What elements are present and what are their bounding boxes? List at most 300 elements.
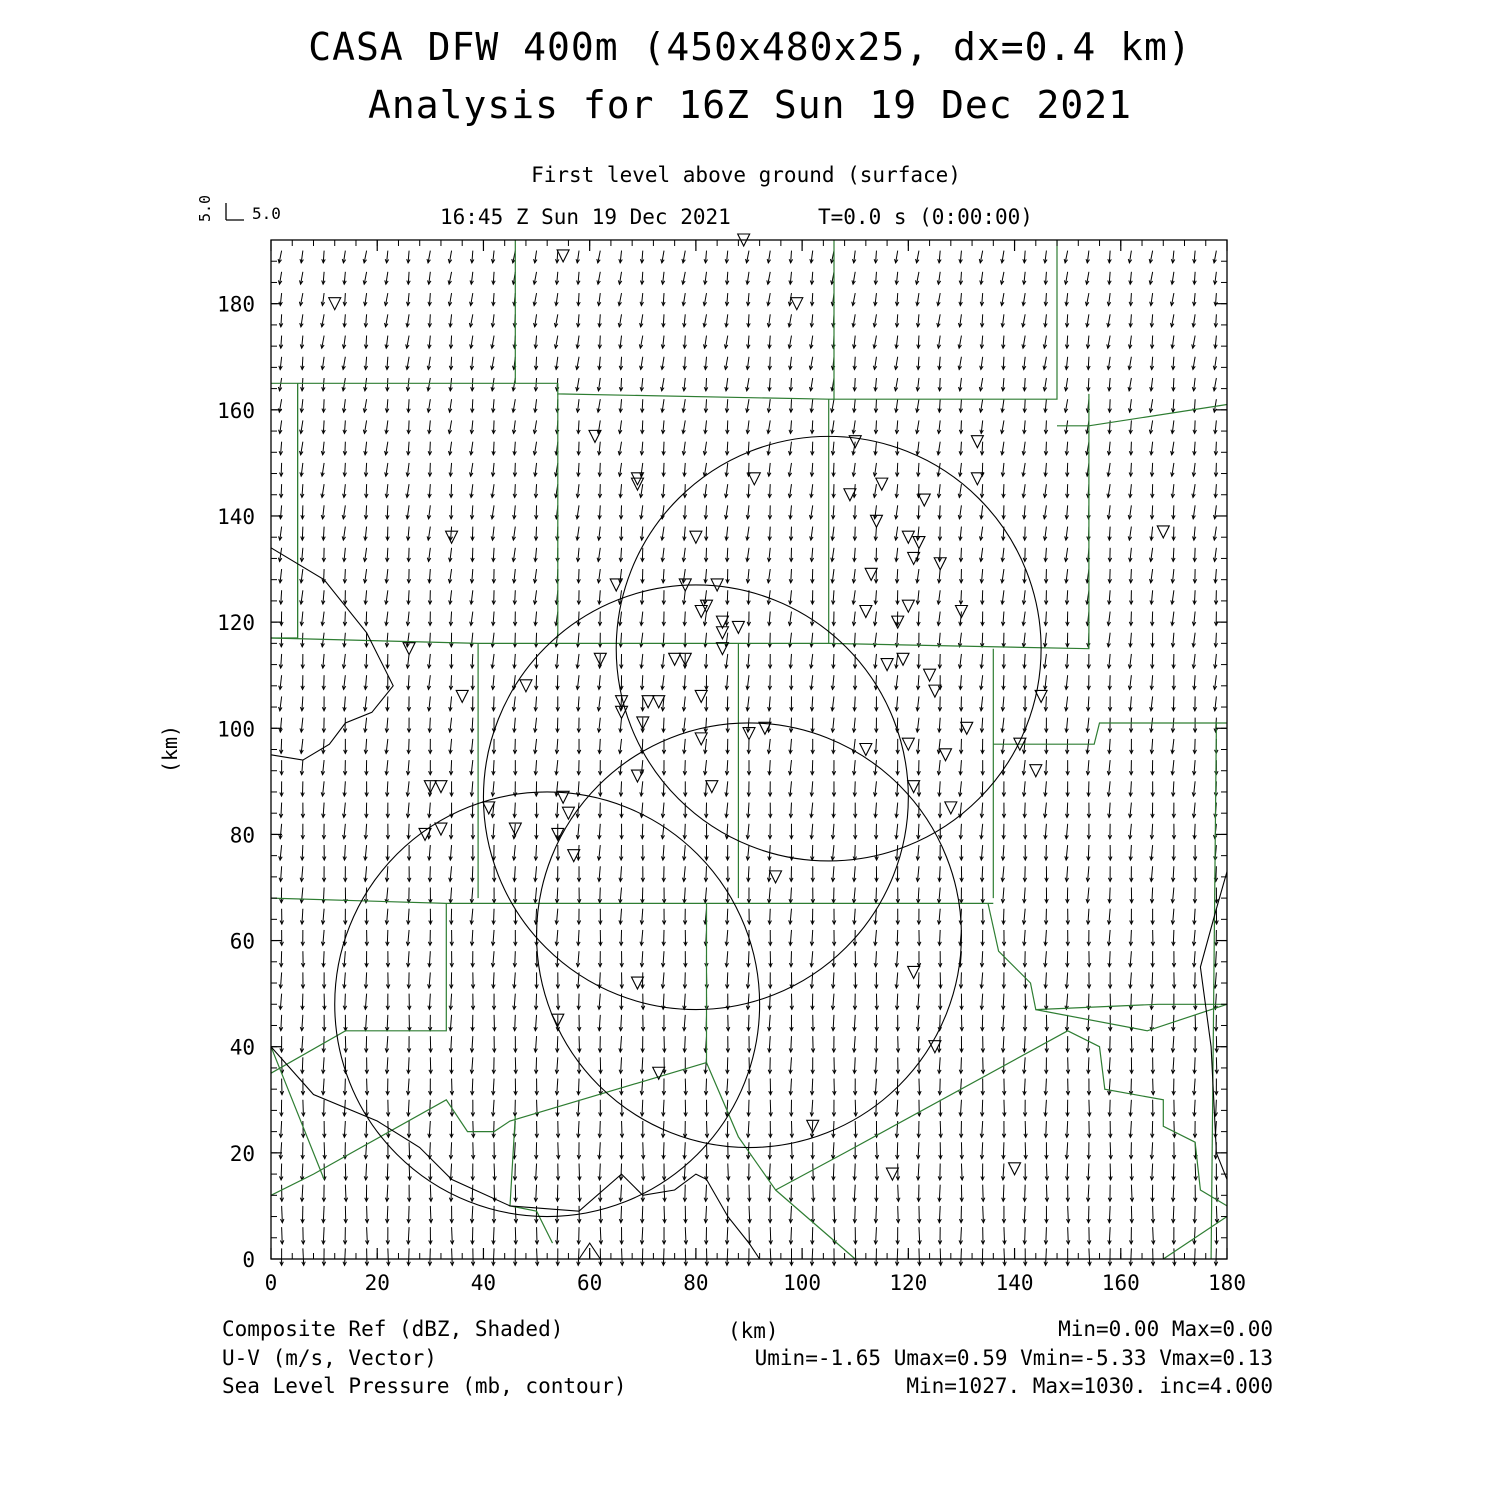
wind-vector bbox=[1173, 1206, 1174, 1223]
wind-vector bbox=[430, 781, 431, 796]
wind-vector bbox=[1153, 1079, 1154, 1095]
wind-vector bbox=[1025, 1227, 1026, 1244]
wind-vector bbox=[515, 951, 516, 967]
wind-vector bbox=[791, 1227, 792, 1244]
wind-vector bbox=[1152, 887, 1153, 902]
footer-field2-stats: Umin=-1.65 Umax=0.59 Vmin=-5.33 Vmax=0.13 bbox=[754, 1346, 1273, 1370]
wind-vector bbox=[452, 1227, 453, 1244]
station-marker bbox=[791, 298, 803, 310]
wind-vector bbox=[345, 1185, 346, 1202]
wind-vector bbox=[1194, 1248, 1195, 1265]
pressure-contour bbox=[271, 548, 393, 760]
station-marker bbox=[690, 531, 702, 543]
wind-vector bbox=[302, 845, 303, 860]
wind-vector bbox=[791, 1142, 792, 1158]
wind-vector bbox=[622, 1248, 623, 1265]
station-marker bbox=[1030, 765, 1042, 777]
wind-vector bbox=[303, 1100, 304, 1116]
y-tick-label: 160 bbox=[217, 398, 255, 423]
wind-vector bbox=[961, 1163, 962, 1180]
wind-vector bbox=[324, 1036, 325, 1052]
wind-vector bbox=[409, 1206, 410, 1223]
wind-vector bbox=[897, 1142, 898, 1158]
wind-vector bbox=[408, 1227, 409, 1244]
wind-vector bbox=[918, 1036, 919, 1052]
footer-field3-label: Sea Level Pressure (mb, contour) bbox=[222, 1374, 627, 1398]
footer-field2-label: U-V (m/s, Vector) bbox=[222, 1346, 437, 1370]
wind-vector bbox=[854, 1163, 855, 1180]
wind-vector bbox=[387, 696, 388, 710]
wind-vector bbox=[663, 1142, 664, 1158]
wind-vector bbox=[812, 845, 813, 860]
wind-vector bbox=[1110, 675, 1111, 689]
wind-vector bbox=[940, 654, 941, 668]
wind-vector bbox=[663, 1100, 664, 1116]
wind-vector bbox=[642, 1206, 643, 1223]
wind-vector bbox=[515, 1227, 516, 1244]
wind-vector bbox=[600, 1121, 601, 1137]
x-tick-label: 80 bbox=[683, 1271, 709, 1295]
county-line bbox=[1057, 405, 1227, 426]
wind-vector bbox=[621, 1163, 622, 1180]
wind-vector bbox=[664, 1206, 665, 1223]
wind-vector bbox=[919, 1227, 920, 1244]
wind-vector bbox=[493, 1248, 494, 1265]
wind-vector bbox=[918, 1142, 919, 1158]
wind-vector bbox=[345, 1248, 346, 1265]
station-marker bbox=[940, 749, 952, 761]
wind-vector bbox=[855, 845, 856, 860]
wind-vector bbox=[685, 1036, 686, 1052]
wind-vector bbox=[727, 1227, 728, 1244]
station-marker bbox=[329, 298, 341, 310]
radar-range-ring bbox=[335, 792, 760, 1217]
wind-vector bbox=[1025, 527, 1026, 541]
x-axis-label: (km) bbox=[728, 1319, 779, 1343]
wind-vector bbox=[536, 1057, 537, 1073]
wind-vector bbox=[1194, 1227, 1195, 1244]
y-tick-label: 0 bbox=[242, 1248, 255, 1272]
x-tick-label: 40 bbox=[470, 1271, 497, 1295]
wind-vector bbox=[472, 1079, 473, 1095]
wind-vector bbox=[472, 1185, 473, 1202]
wind-vector bbox=[1131, 442, 1132, 455]
county-line bbox=[271, 898, 993, 903]
wind-vector bbox=[1088, 1057, 1089, 1073]
wind-vector bbox=[982, 866, 983, 881]
wind-vector bbox=[579, 1185, 580, 1202]
wind-vector bbox=[898, 1206, 899, 1223]
wind-vector bbox=[324, 1142, 325, 1158]
wind-vector bbox=[706, 866, 707, 881]
wind-vector bbox=[1174, 1121, 1175, 1137]
y-axis-label: (km) bbox=[158, 724, 182, 774]
wind-vector bbox=[642, 1100, 643, 1116]
wind-vector bbox=[983, 1185, 984, 1202]
wind-vector bbox=[1109, 887, 1110, 902]
station-marker bbox=[695, 733, 707, 745]
wind-vector bbox=[515, 1015, 516, 1031]
wind-vector bbox=[791, 1206, 792, 1223]
x-tick-label: 180 bbox=[1208, 1271, 1246, 1295]
wind-vector bbox=[1025, 1142, 1026, 1158]
wind-vector bbox=[855, 781, 856, 796]
wind-vector bbox=[770, 675, 771, 689]
station-marker bbox=[435, 823, 447, 835]
wind-vector bbox=[282, 1206, 283, 1223]
county-line bbox=[707, 1031, 1068, 1190]
wind-vector bbox=[813, 1185, 814, 1202]
wind-vector bbox=[388, 1248, 389, 1265]
ref-vector-v-label: 5.0 bbox=[196, 194, 214, 222]
wind-vector bbox=[706, 654, 707, 668]
x-tick-label: 100 bbox=[783, 1271, 822, 1295]
wind-vector bbox=[939, 1206, 940, 1223]
wind-vector bbox=[770, 1100, 771, 1116]
wind-vector bbox=[323, 887, 324, 902]
wind-vector bbox=[706, 548, 707, 562]
y-tick-label: 180 bbox=[217, 292, 255, 317]
station-marker bbox=[770, 871, 782, 883]
wind-vector bbox=[536, 633, 537, 647]
wind-vector bbox=[982, 1142, 983, 1158]
valid-time: 16:45 Z Sun 19 Dec 2021 bbox=[440, 205, 731, 229]
wind-vector bbox=[791, 527, 792, 541]
wind-vector bbox=[430, 1248, 431, 1265]
wind-vector bbox=[408, 1248, 409, 1265]
wind-vector bbox=[961, 548, 962, 562]
wind-vector bbox=[1046, 760, 1047, 775]
axes bbox=[217, 240, 1246, 1295]
wind-vector bbox=[940, 548, 941, 562]
wind-vector bbox=[323, 951, 324, 967]
station-marker bbox=[902, 600, 914, 612]
wind-vector bbox=[1152, 972, 1153, 988]
wind-vector bbox=[770, 1248, 771, 1265]
wind-vector bbox=[982, 1100, 983, 1116]
wind-vector bbox=[1089, 1248, 1090, 1265]
wind-vector bbox=[791, 1185, 792, 1202]
wind-vector bbox=[664, 1185, 665, 1202]
wind-vector bbox=[643, 1163, 644, 1180]
wind-vector bbox=[1068, 1206, 1069, 1223]
wind-vector bbox=[281, 1163, 282, 1180]
wind-vector bbox=[1131, 1185, 1132, 1202]
title-line-2: Analysis for 16Z Sun 19 Dec 2021 bbox=[367, 83, 1133, 127]
wind-vector bbox=[813, 1163, 814, 1180]
wind-vector bbox=[855, 1121, 856, 1137]
station-marker bbox=[456, 690, 468, 702]
wind-vector bbox=[281, 803, 282, 818]
wind-vector bbox=[557, 1227, 558, 1244]
wind-vector bbox=[387, 1206, 388, 1223]
station-marker bbox=[971, 436, 983, 448]
radar-range-rings bbox=[335, 436, 1041, 1216]
wind-vector bbox=[366, 654, 367, 668]
y-tick-label: 40 bbox=[229, 1035, 255, 1060]
wind-vector bbox=[366, 1121, 367, 1137]
wind-vector bbox=[961, 420, 962, 433]
wind-vector bbox=[854, 1057, 855, 1073]
y-tick-label: 140 bbox=[217, 504, 255, 529]
county-line bbox=[834, 240, 1057, 399]
wind-vector bbox=[409, 1142, 410, 1158]
station-marker bbox=[860, 606, 872, 618]
wind-vector bbox=[493, 1227, 494, 1244]
x-tick-label: 160 bbox=[1101, 1271, 1140, 1295]
wind-vector bbox=[1046, 1227, 1047, 1244]
wind-vector bbox=[833, 1121, 834, 1137]
wind-vector bbox=[919, 1248, 920, 1265]
station-marker bbox=[924, 669, 936, 681]
wind-vector bbox=[387, 1163, 388, 1180]
wind-vector bbox=[663, 1248, 664, 1265]
station-marker bbox=[902, 738, 914, 750]
model-time: T=0.0 s (0:00:00) bbox=[818, 205, 1033, 229]
station-marker bbox=[908, 781, 920, 793]
wind-vector bbox=[1024, 1079, 1025, 1095]
wind-vector bbox=[388, 1121, 389, 1137]
wind-vector bbox=[1024, 1206, 1025, 1223]
wind-vector bbox=[537, 1248, 538, 1265]
wind-vector bbox=[1195, 420, 1196, 433]
station-marker bbox=[865, 568, 877, 580]
wind-vector bbox=[748, 951, 749, 967]
wind-vector bbox=[1131, 1248, 1132, 1265]
wind-vector bbox=[940, 1248, 941, 1265]
wind-vector bbox=[812, 1248, 813, 1265]
wind-vector bbox=[1152, 1036, 1153, 1052]
wind-vector bbox=[727, 909, 728, 924]
wind-vector bbox=[728, 1163, 729, 1180]
wind-vector bbox=[918, 612, 919, 626]
station-marker bbox=[520, 680, 532, 692]
wind-vector bbox=[621, 505, 622, 518]
x-tick-label: 140 bbox=[995, 1271, 1034, 1295]
wind-vector bbox=[727, 972, 728, 988]
wind-vector bbox=[812, 1121, 813, 1137]
wind-vector bbox=[324, 569, 325, 583]
wind-vector bbox=[451, 484, 452, 497]
wind-vector bbox=[855, 1100, 856, 1116]
station-marker bbox=[748, 473, 760, 485]
county-line bbox=[515, 240, 834, 399]
station-marker bbox=[732, 621, 744, 633]
wind-vector bbox=[472, 866, 473, 881]
wind-vector bbox=[1003, 675, 1004, 689]
wind-vector bbox=[366, 972, 367, 988]
wind-vector bbox=[345, 442, 346, 455]
wind-vector bbox=[1216, 866, 1217, 881]
wind-vector bbox=[302, 633, 303, 647]
wind-vector bbox=[1046, 1185, 1047, 1202]
wind-vector bbox=[493, 696, 494, 710]
wind-vector bbox=[749, 1206, 750, 1223]
wind-vector bbox=[897, 994, 898, 1010]
wind-vector bbox=[345, 612, 346, 626]
wind-vector bbox=[685, 1227, 686, 1244]
county-line bbox=[271, 383, 298, 638]
wind-vector bbox=[1131, 930, 1132, 945]
wind-vector bbox=[536, 1185, 537, 1202]
y-tick-label: 60 bbox=[229, 929, 255, 954]
wind-vector bbox=[1046, 1121, 1047, 1137]
wind-vector bbox=[281, 463, 282, 476]
county-line bbox=[776, 1190, 856, 1259]
wind-vector bbox=[345, 994, 346, 1010]
wind-vector bbox=[834, 1206, 835, 1223]
wind-vector bbox=[430, 1185, 431, 1202]
wind-vector bbox=[663, 442, 664, 455]
wind-vector bbox=[493, 1121, 494, 1137]
wind-vector bbox=[791, 1036, 792, 1052]
wind-vector bbox=[430, 463, 431, 476]
wind-vector bbox=[663, 463, 664, 476]
wind-vector bbox=[408, 1057, 409, 1073]
wind-vector bbox=[430, 866, 431, 881]
wind-vector bbox=[323, 1227, 324, 1244]
wind-vector bbox=[579, 442, 580, 455]
wind-vector bbox=[451, 824, 452, 839]
wind-vector bbox=[1003, 1142, 1004, 1158]
wind-vector bbox=[1003, 909, 1004, 924]
wind-vector bbox=[1216, 463, 1217, 476]
wind-vector bbox=[1216, 1100, 1217, 1116]
wind-vector bbox=[748, 1100, 749, 1116]
wind-vector bbox=[387, 1185, 388, 1202]
station-marker bbox=[711, 579, 723, 591]
vector-field bbox=[278, 251, 1219, 1266]
wind-vector bbox=[876, 1206, 877, 1223]
wind-vector bbox=[983, 1206, 984, 1223]
wind-vector bbox=[600, 1227, 601, 1244]
wind-vector bbox=[558, 1142, 559, 1158]
wind-vector bbox=[684, 1142, 685, 1158]
wind-vector bbox=[939, 930, 940, 945]
wind-vector bbox=[557, 1206, 558, 1223]
x-tick-label: 0 bbox=[264, 1271, 278, 1295]
wind-vector bbox=[642, 1227, 643, 1244]
wind-vector bbox=[621, 781, 622, 796]
wind-vector bbox=[408, 1100, 409, 1116]
wind-vector bbox=[1195, 1163, 1196, 1180]
wind-vector bbox=[515, 1057, 516, 1073]
wind-vector bbox=[557, 1036, 558, 1052]
wind-vector bbox=[1067, 1015, 1068, 1031]
wind-vector bbox=[961, 1057, 962, 1073]
wind-vector bbox=[1089, 1100, 1090, 1116]
station-marker bbox=[669, 653, 681, 665]
wind-vector bbox=[919, 1079, 920, 1095]
radar-range-ring bbox=[483, 585, 908, 1010]
footer-field1-label: Composite Ref (dBZ, Shaded) bbox=[222, 1317, 564, 1341]
county-line bbox=[271, 240, 515, 383]
wind-vector bbox=[1131, 994, 1132, 1010]
wind-vector bbox=[387, 1015, 388, 1031]
wind-vector bbox=[833, 1163, 834, 1180]
pressure-contour bbox=[271, 1047, 760, 1259]
wind-vector bbox=[1216, 1185, 1217, 1202]
level-label: First level above ground (surface) bbox=[531, 163, 961, 187]
wind-vector bbox=[706, 1079, 707, 1095]
wind-vector bbox=[493, 909, 494, 924]
wind-vector bbox=[452, 1248, 453, 1265]
wind-vector bbox=[430, 1206, 431, 1223]
wind-vector bbox=[1152, 612, 1153, 626]
wind-vector bbox=[1173, 1185, 1174, 1202]
wind-vector bbox=[748, 590, 749, 604]
wind-vector bbox=[1067, 1163, 1068, 1180]
wind-vector bbox=[1025, 1185, 1026, 1202]
wind-vector bbox=[961, 590, 962, 604]
wind-vector bbox=[408, 824, 409, 839]
wind-vector bbox=[1088, 1163, 1089, 1180]
wind-vector bbox=[1110, 1142, 1111, 1158]
wind-vector bbox=[536, 994, 537, 1010]
wind-vector bbox=[430, 1142, 431, 1158]
wind-vector bbox=[876, 1163, 877, 1180]
wind-vector bbox=[1025, 803, 1026, 818]
x-tick-label: 120 bbox=[889, 1271, 928, 1295]
wind-vector bbox=[706, 1185, 707, 1202]
wind-vector bbox=[1088, 845, 1089, 860]
wind-vector bbox=[1004, 1100, 1005, 1116]
station-marker bbox=[695, 690, 707, 702]
station-marker bbox=[642, 696, 654, 708]
wind-vector bbox=[898, 1185, 899, 1202]
footer-field1-stats: Min=0.00 Max=0.00 bbox=[1058, 1317, 1273, 1341]
station-marker bbox=[706, 781, 718, 793]
wind-vector bbox=[302, 1185, 303, 1202]
wind-vector bbox=[1025, 1121, 1026, 1137]
station-marker bbox=[881, 659, 893, 671]
wind-vector bbox=[1110, 1100, 1111, 1116]
wind-vector bbox=[367, 1079, 368, 1095]
wind-vector bbox=[918, 972, 919, 988]
wind-vector bbox=[769, 1185, 770, 1202]
y-tick-label: 20 bbox=[229, 1141, 255, 1166]
wind-vector bbox=[367, 1227, 368, 1244]
wind-vector bbox=[1109, 1227, 1110, 1244]
wind-vector bbox=[1067, 1121, 1068, 1137]
wind-vector bbox=[1194, 824, 1195, 839]
wind-vector bbox=[1194, 1057, 1195, 1073]
station-marker bbox=[876, 478, 888, 490]
wind-vector bbox=[345, 1079, 346, 1095]
wind-vector bbox=[430, 1100, 431, 1116]
wind-vector bbox=[281, 1121, 282, 1137]
wind-vector bbox=[918, 1163, 919, 1180]
wind-vector bbox=[366, 1163, 367, 1180]
wind-vector bbox=[642, 1248, 643, 1265]
x-tick-label: 60 bbox=[577, 1271, 603, 1295]
wind-vector bbox=[1046, 1079, 1047, 1095]
wind-vector bbox=[281, 484, 282, 497]
wind-vector bbox=[1024, 1036, 1025, 1052]
wind-vector bbox=[727, 420, 728, 433]
station-marker bbox=[860, 744, 872, 756]
wind-vector bbox=[1088, 1185, 1089, 1202]
wind-vector bbox=[685, 1079, 686, 1095]
wind-vector bbox=[302, 527, 303, 541]
wind-vector bbox=[833, 803, 834, 818]
wind-vector bbox=[663, 718, 664, 732]
wind-vector bbox=[1046, 1248, 1047, 1265]
wind-vector bbox=[451, 760, 452, 775]
wind-vector bbox=[982, 633, 983, 647]
wind-vector bbox=[451, 1036, 452, 1052]
wind-vector bbox=[791, 951, 792, 967]
